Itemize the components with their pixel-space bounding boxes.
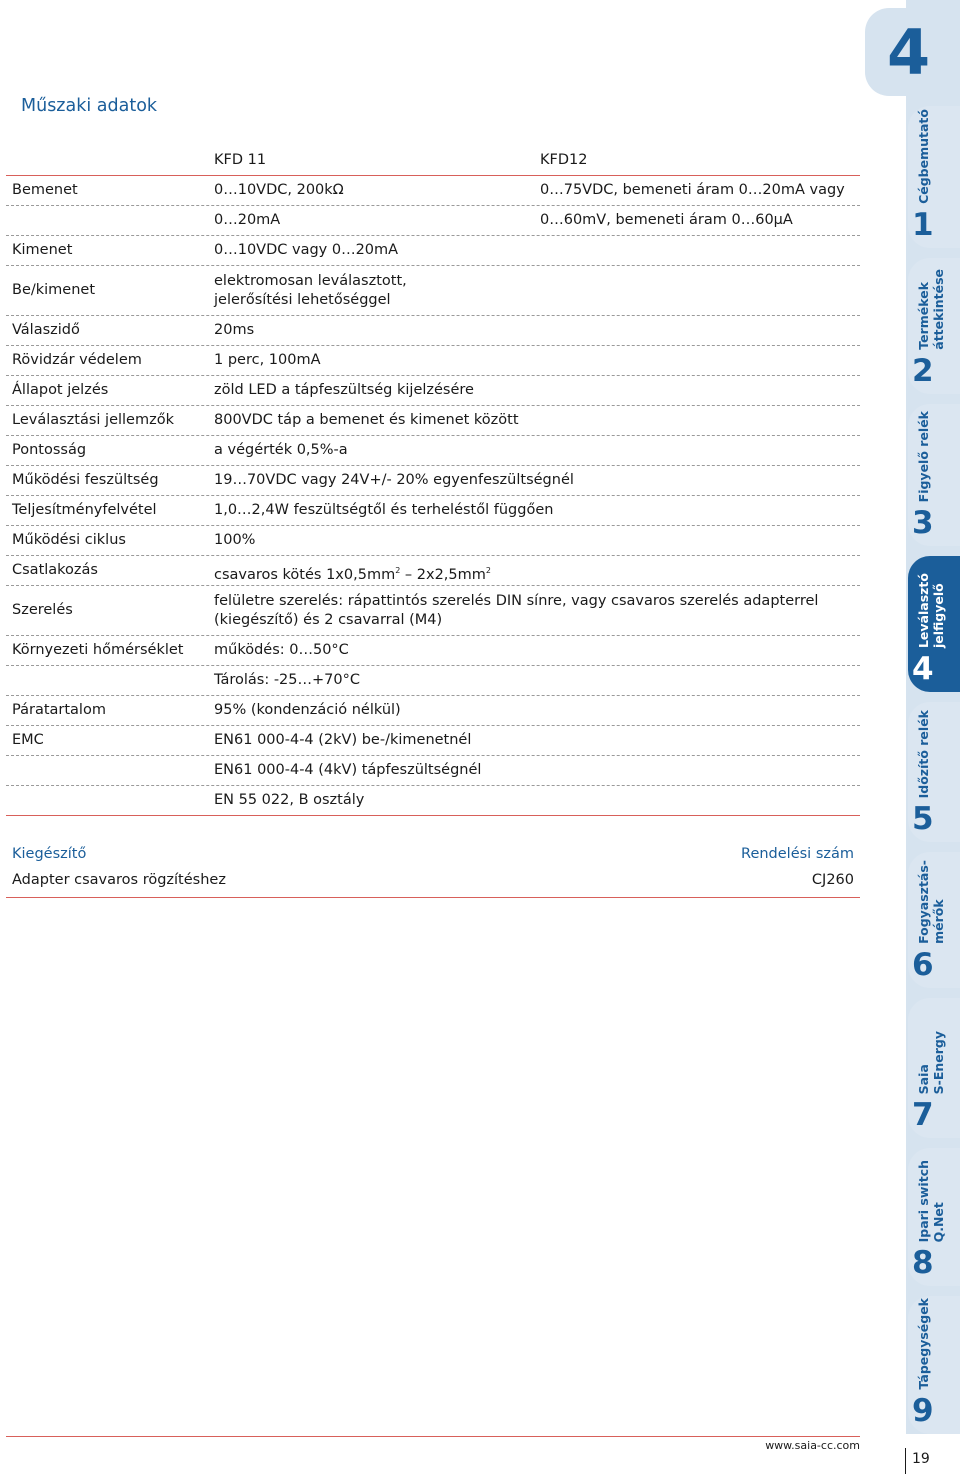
table-row bbox=[6, 376, 860, 406]
table-row bbox=[6, 466, 860, 496]
table-row bbox=[6, 236, 860, 266]
superscript: 2 bbox=[395, 566, 401, 575]
row-label: Páratartalom bbox=[12, 702, 106, 718]
nav-tab-3[interactable] bbox=[908, 404, 960, 546]
table-row bbox=[6, 556, 860, 586]
nav-tab-number: 5 bbox=[912, 801, 934, 837]
row-label: EMC bbox=[12, 732, 44, 748]
accessory-table bbox=[6, 842, 860, 898]
table-row bbox=[6, 586, 860, 636]
row-value: EN 55 022, B osztály bbox=[214, 792, 365, 808]
nav-tab-number: 2 bbox=[912, 353, 934, 389]
row-value-kfd11: 0…10VDC, 200kΩ bbox=[214, 182, 344, 198]
row-value bbox=[214, 561, 491, 585]
table-row bbox=[6, 206, 860, 236]
row-value-kfd12: 0…75VDC, bemeneti áram 0…20mA vagy bbox=[540, 182, 845, 198]
nav-tab-7[interactable] bbox=[908, 998, 960, 1138]
row-label: Be/kimenet bbox=[12, 282, 96, 298]
footer-url[interactable]: www.saia-cc.com bbox=[765, 1439, 860, 1452]
row-value: 800VDC táp a bemenet és kimenet között bbox=[214, 412, 519, 428]
nav-tab-number: 4 bbox=[912, 651, 934, 687]
nav-tab-number: 6 bbox=[912, 947, 934, 983]
row-value: 20ms bbox=[214, 322, 255, 338]
nav-tab-2[interactable] bbox=[908, 258, 960, 394]
table-row bbox=[6, 756, 860, 786]
table-row bbox=[6, 436, 860, 466]
row-value-line2: jelerősítési lehetőséggel bbox=[214, 292, 391, 308]
chapter-badge bbox=[865, 8, 960, 96]
column-header-kfd12: KFD12 bbox=[540, 152, 588, 168]
row-label: Szerelés bbox=[12, 602, 73, 618]
row-label: Leválasztási jellemzők bbox=[12, 412, 174, 428]
nav-tab-number: 1 bbox=[912, 207, 934, 243]
row-value: a végérték 0,5%-a bbox=[214, 442, 348, 458]
row-label: Csatlakozás bbox=[12, 562, 98, 578]
nav-tab-label: Figyelő relék bbox=[916, 410, 931, 502]
row-value: zöld LED a tápfeszültség kijelzésére bbox=[214, 382, 474, 398]
row-label: Működési feszültség bbox=[12, 472, 159, 488]
nav-tab-number: 8 bbox=[912, 1245, 934, 1281]
row-label: Bemenet bbox=[12, 182, 78, 198]
page-number-divider bbox=[905, 1448, 906, 1474]
table-row bbox=[6, 526, 860, 556]
row-value: EN61 000-4-4 (2kV) be-/kimenetnél bbox=[214, 732, 472, 748]
accessory-header: Kiegészítő bbox=[12, 846, 87, 862]
row-label: Rövidzár védelem bbox=[12, 352, 142, 368]
nav-tab-9[interactable] bbox=[908, 1296, 960, 1434]
order-number-header: Rendelési szám bbox=[741, 846, 854, 862]
row-value-line2: (kiegészítő) és 2 csavarral (M4) bbox=[214, 612, 443, 628]
row-value: felületre szerelés: rápattintós szerelés DIN sínre, vagy csavaros szerelés adapterrel bbox=[214, 593, 819, 609]
footer-divider bbox=[6, 1436, 860, 1437]
spec-table bbox=[6, 146, 860, 816]
nav-tab-1[interactable] bbox=[908, 106, 960, 248]
nav-tab-label: Saia S-Energy bbox=[916, 1030, 946, 1094]
row-value: 95% (kondenzáció nélkül) bbox=[214, 702, 401, 718]
table-row bbox=[6, 636, 860, 666]
row-label: Kimenet bbox=[12, 242, 73, 258]
row-value: Tárolás: -25…+70°C bbox=[214, 672, 360, 688]
row-label: Pontosság bbox=[12, 442, 87, 458]
connection-text-2: – 2x2,5mm bbox=[400, 566, 486, 583]
row-value-kfd12: 0…60mV, bemeneti áram 0…60µA bbox=[540, 212, 793, 228]
row-value: elektromosan leválasztott, bbox=[214, 273, 407, 289]
row-label: Működési ciklus bbox=[12, 532, 126, 548]
row-value: működés: 0…50°C bbox=[214, 642, 349, 658]
row-label: Válaszidő bbox=[12, 322, 80, 338]
nav-tab-number: 7 bbox=[912, 1097, 934, 1133]
nav-tab-label: Tápegységek bbox=[916, 1298, 931, 1390]
table-row bbox=[6, 176, 860, 206]
table-header-row bbox=[6, 146, 860, 176]
nav-tab-label: Leválasztó jelfigyelő bbox=[916, 572, 946, 648]
row-value: 1,0…2,4W feszültségtől és terheléstől függően bbox=[214, 502, 554, 518]
table-row bbox=[6, 316, 860, 346]
row-value-kfd11: 0…20mA bbox=[214, 212, 281, 228]
connection-text: csavaros kötés 1x0,5mm bbox=[214, 566, 396, 583]
row-value: EN61 000-4-4 (4kV) tápfeszültségnél bbox=[214, 762, 482, 778]
table-row bbox=[6, 696, 860, 726]
nav-tab-number: 9 bbox=[912, 1393, 934, 1429]
table-row bbox=[6, 786, 860, 816]
page-title: Műszaki adatok bbox=[21, 96, 158, 116]
row-value-kfd11: 0…10VDC vagy 0…20mA bbox=[214, 242, 399, 258]
accessory-order-number: CJ260 bbox=[811, 872, 854, 888]
nav-tab-label: Ipari switch Q.Net bbox=[916, 1159, 946, 1242]
row-value: 100% bbox=[214, 532, 256, 548]
column-header-kfd11: KFD 11 bbox=[214, 152, 267, 168]
table-row bbox=[6, 266, 860, 316]
table-row bbox=[6, 666, 860, 696]
nav-tab-6[interactable] bbox=[908, 852, 960, 988]
nav-tab-5[interactable] bbox=[908, 702, 960, 842]
table-row bbox=[6, 726, 860, 756]
table-row bbox=[6, 406, 860, 436]
table-row bbox=[6, 496, 860, 526]
nav-tab-label: Időzítő relék bbox=[916, 709, 931, 798]
row-label: Teljesítményfelvétel bbox=[12, 502, 157, 518]
row-label: Környezeti hőmérséklet bbox=[12, 642, 184, 658]
row-value: 1 perc, 100mA bbox=[214, 352, 321, 368]
nav-tab-label: Cégbemutató bbox=[916, 109, 931, 204]
nav-tab-label: Fogyasztás- mérők bbox=[916, 860, 946, 944]
row-value: 19…70VDC vagy 24V+/- 20% egyenfeszültségnél bbox=[214, 472, 574, 488]
nav-tab-8[interactable] bbox=[908, 1148, 960, 1286]
chapter-number: 4 bbox=[887, 16, 931, 89]
row-label: Állapot jelzés bbox=[12, 382, 109, 398]
superscript: 2 bbox=[485, 566, 491, 575]
table-row bbox=[6, 346, 860, 376]
accessory-item: Adapter csavaros rögzítéshez bbox=[12, 872, 226, 888]
page-number: 19 bbox=[912, 1451, 930, 1467]
nav-tab-number: 3 bbox=[912, 505, 934, 541]
nav-tab-label: Termékek áttekintése bbox=[916, 269, 946, 350]
nav-tab-4-active[interactable] bbox=[908, 556, 960, 692]
